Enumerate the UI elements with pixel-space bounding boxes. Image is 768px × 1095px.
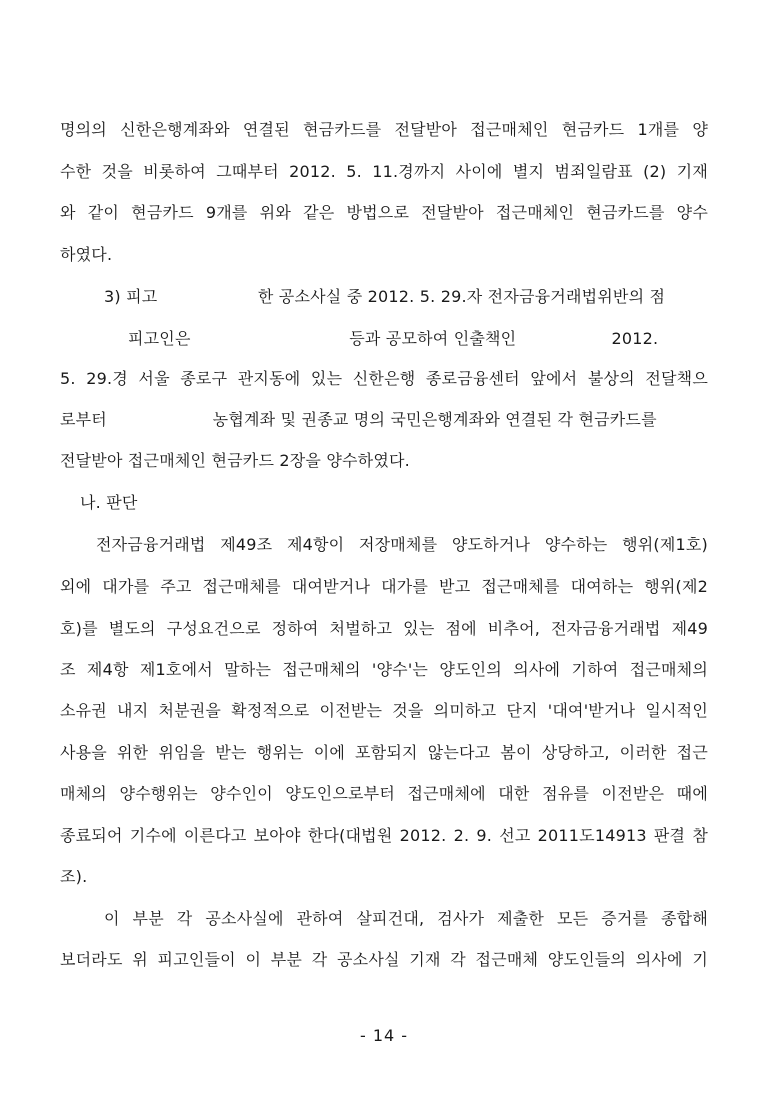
body-line-16: 사용을 위한 위임을 받는 행위는 이에 포함되지 않는다고 봄이 상당하고, 이러한 접근	[60, 743, 708, 762]
list-item-3-heading: 3) 피고 한 공소사실 중 2012. 5. 29.자 전자금융거래법위반의 점	[104, 287, 666, 306]
body-line-2: 수한 것을 비롯하여 그때부터 2012. 5. 11.경까지 사이에 별지 범죄일람표 (2) 기재	[60, 162, 708, 181]
body-line-9: 전달받아 접근매체인 현금카드 2장을 양수하였다.	[60, 451, 410, 470]
page-number: - 14 -	[359, 1026, 409, 1045]
body-line-3: 와 같이 현금카드 9개를 위와 같은 방법으로 전달받아 접근매체인 현금카드를 양수	[60, 203, 708, 222]
body-line-20: 이 부분 각 공소사실에 관하여 살피건대, 검사가 제출한 모든 증거를 종합해	[104, 909, 708, 928]
body-line-14: 조 제4항 제1호에서 말하는 접근매체의 '양수'는 양도인의 의사에 기하여 접근매체의	[60, 660, 708, 679]
body-line-15: 소유권 내지 처분권을 확정적으로 이전받는 것을 의미하고 단지 '대여'받거나 일시적인	[60, 701, 708, 720]
body-line-1: 명의의 신한은행계좌와 연결된 현금카드를 전달받아 접근매체인 현금카드 1개를 양	[60, 120, 708, 139]
body-line-21: 보더라도 위 피고인들이 이 부분 각 공소사실 기재 각 접근매체 양도인들의 의사에 기	[60, 950, 708, 969]
body-line-7: 5. 29.경 서울 종로구 관지동에 있는 신한은행 종로금융센터 앞에서 불상의 전달책으	[60, 369, 708, 388]
body-line-19: 조).	[60, 867, 88, 886]
body-line-18: 종료되어 기수에 이른다고 보아야 한다(대법원 2012. 2. 9. 선고 2011도14913 판결 참	[60, 826, 708, 845]
body-line-12: 외에 대가를 주고 접근매체를 대여받거나 대가를 받고 접근매체를 대여하는 행위(제2	[60, 577, 708, 596]
body-line-17: 매체의 양수행위는 양수인이 양도인으로부터 접근매체에 대한 점유를 이전받은 때에	[60, 784, 708, 803]
body-line-4: 하였다.	[60, 245, 113, 264]
body-line-13: 호)를 별도의 구성요건으로 정하여 처벌하고 있는 점에 비추어, 전자금융거래법 제49	[60, 619, 708, 638]
body-line-6: 피고인은 등과 공모하여 인출책인 2012.	[128, 329, 659, 348]
body-line-11: 전자금융거래법 제49조 제4항이 저장매체를 양도하거나 양수하는 행위(제1호)	[96, 535, 708, 554]
body-line-8: 로부터 농협계좌 및 권종교 명의 국민은행계좌와 연결된 각 현금카드를	[60, 410, 657, 429]
section-heading-judgment: 나. 판단	[80, 493, 138, 512]
